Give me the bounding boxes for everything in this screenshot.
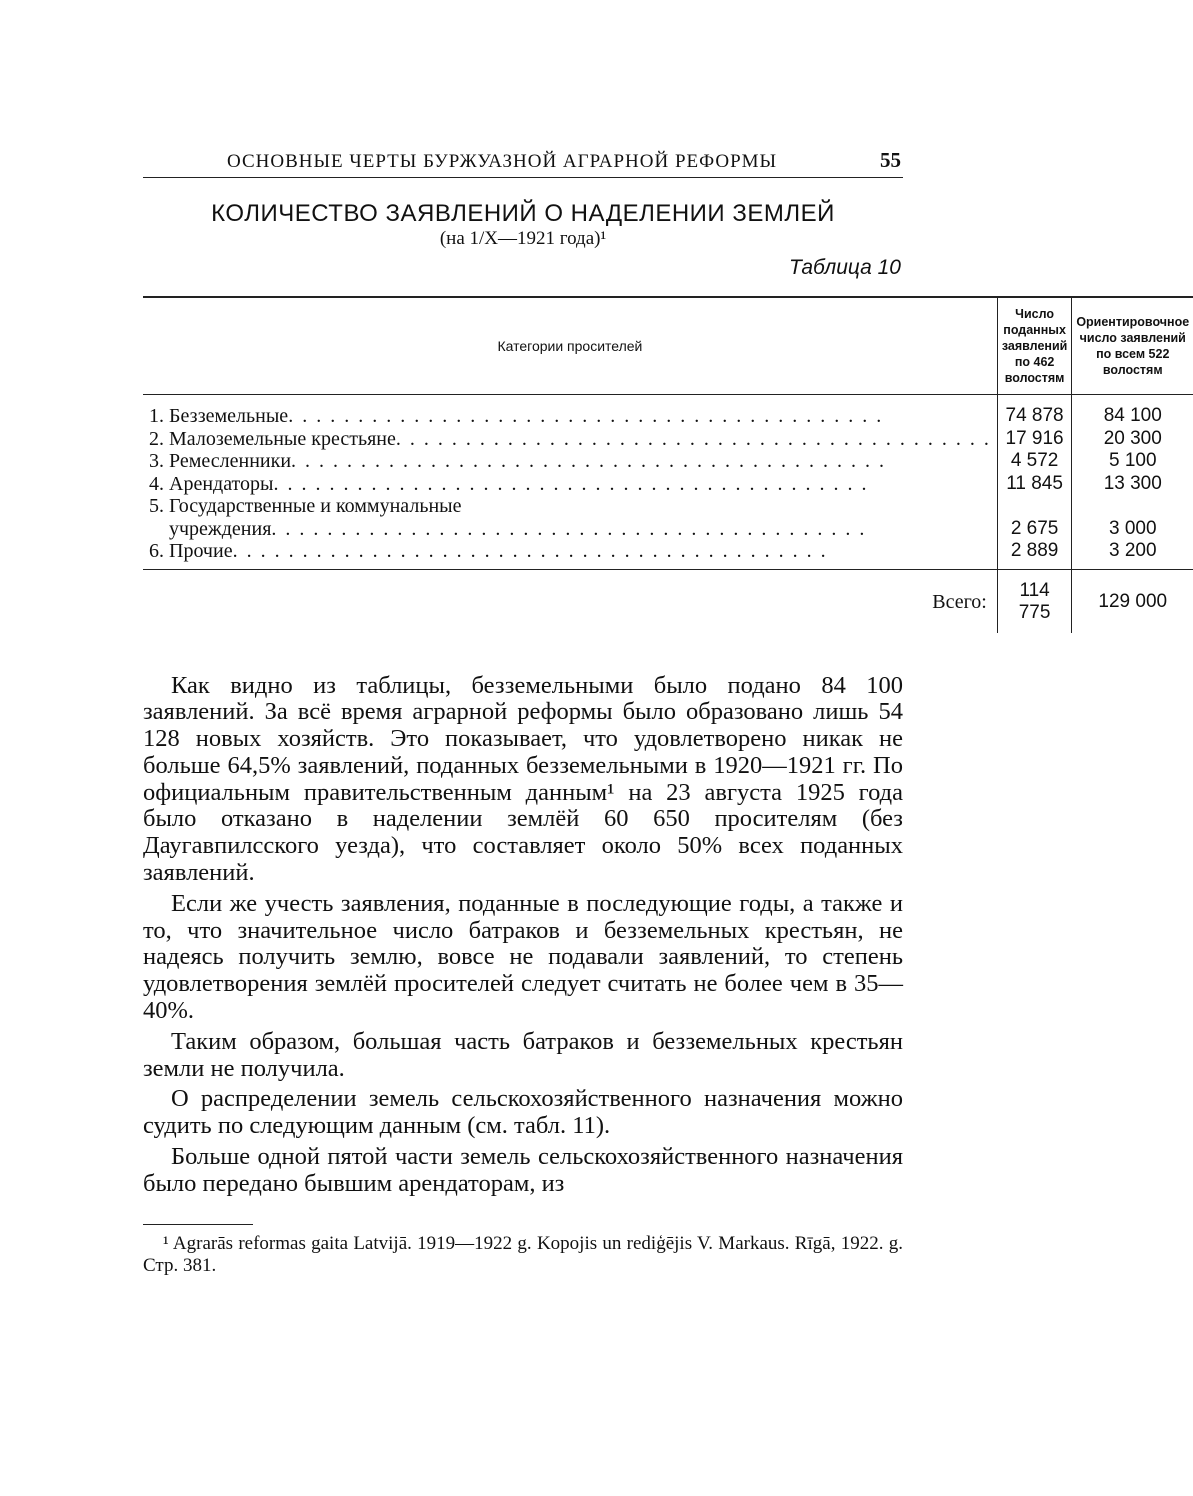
- paragraph: Больше одной пятой части земель сельскохозяйственного назначения было передано бывшим арендаторам, из: [143, 1143, 903, 1197]
- row-filed: 2 889: [997, 540, 1071, 569]
- table-row: [143, 395, 1193, 428]
- total-label: Всего:: [143, 569, 997, 633]
- row-category: 1. Безземельные: [149, 405, 289, 427]
- row-estimated: 3 000: [1108, 517, 1157, 539]
- paragraph: Если же учесть заявления, поданные в последующие годы, а также и то, что значительное число батраков и безземельных крестьян, не надеясь получить землю, вовсе не подавали заявлений, то степень удовлетворения землёй просителей следует считать не более чем в 35—40%.: [143, 889, 903, 1025]
- row-category: 4. Арендаторы: [149, 472, 274, 495]
- row-category: 6. Прочие: [149, 540, 233, 562]
- table-row: [143, 473, 1193, 496]
- row-filed: 17 916: [997, 428, 1071, 451]
- table-total-row: [143, 569, 1193, 633]
- row-filed: 11 845: [997, 473, 1071, 496]
- row-category: 2. Малоземельные крестьяне: [149, 427, 396, 450]
- row-filed: 74 878: [997, 395, 1071, 428]
- total-filed: 114 775: [997, 569, 1071, 633]
- row-estimated: 3 200: [1108, 540, 1157, 561]
- total-estimated: 129 000: [1072, 569, 1193, 633]
- row-category: учреждения: [169, 517, 272, 540]
- table-label: Таблица 10: [788, 256, 901, 279]
- header-estimated: Ориентировочное число заявлений по всем 522 волостям: [1072, 297, 1193, 395]
- table-row: [143, 540, 1193, 569]
- body-text: [143, 673, 903, 1198]
- header-filed: Число поданных заявлений по 462 волостям: [997, 297, 1071, 395]
- table-subtitle: (на 1/Х—1921 года)¹: [439, 228, 607, 249]
- row-estimated: 13 300: [1103, 472, 1162, 494]
- footnote-rule: [143, 1224, 253, 1225]
- paragraph: Как видно из таблицы, безземельными было подано 84 100 заявлений. За всё время аграрной реформы было образовано лишь 54 128 новых хозяйств. Это показывает, что удовлетворено никак не больше 64,5% заявлений, поданных безземельными в 1920—1921 гг. По официальным правительственным данным¹ на 23 августа 1925 года было отказано в наделении землёй 60 650 просителям (без Даугавпилсского уезда), что составляет около 50% всех поданных заявлений.: [143, 671, 903, 887]
- page: [143, 148, 1190, 1277]
- row-category: 3. Ремесленники: [149, 450, 292, 472]
- row-filed: 2 675: [997, 518, 1071, 541]
- table-row: [143, 450, 1193, 473]
- row-estimated: 84 100: [1103, 405, 1162, 426]
- running-head: [143, 148, 903, 178]
- table-title: КОЛИЧЕСТВО ЗАЯВЛЕНИЙ О НАДЕЛЕНИИ ЗЕМЛЕЙ: [211, 200, 835, 227]
- header-category: Категории просителей: [143, 297, 997, 395]
- table-row: [143, 518, 1193, 541]
- page-number: 55: [880, 148, 901, 172]
- applications-table: [143, 296, 1193, 633]
- table-header-row: [143, 297, 1193, 395]
- footnote: ¹ Agrarās reformas gaita Latvijā. 1919—1922 g. Kopojis un rediģējis V. Markaus. Rīgā, 1922. g. Стр. 381.: [143, 1232, 903, 1276]
- row-estimated: 5 100: [1108, 450, 1157, 471]
- running-title: ОСНОВНЫЕ ЧЕРТЫ БУРЖУАЗНОЙ АГРАРНОЙ РЕФОРМЫ: [227, 151, 778, 172]
- paragraph: Таким образом, большая часть батраков и безземельных крестьян земли не получила.: [143, 1027, 903, 1082]
- row-filed: 4 572: [997, 450, 1071, 473]
- row-category-line1: 5. Государственные и коммунальные: [149, 495, 462, 517]
- table-row-wrapped: [143, 495, 1193, 518]
- paragraph: О распределении земель сельскохозяйственного назначения можно судить по следующим данным (см. табл. 11).: [143, 1085, 903, 1140]
- table-row: [143, 428, 1193, 451]
- row-estimated: 20 300: [1103, 427, 1162, 449]
